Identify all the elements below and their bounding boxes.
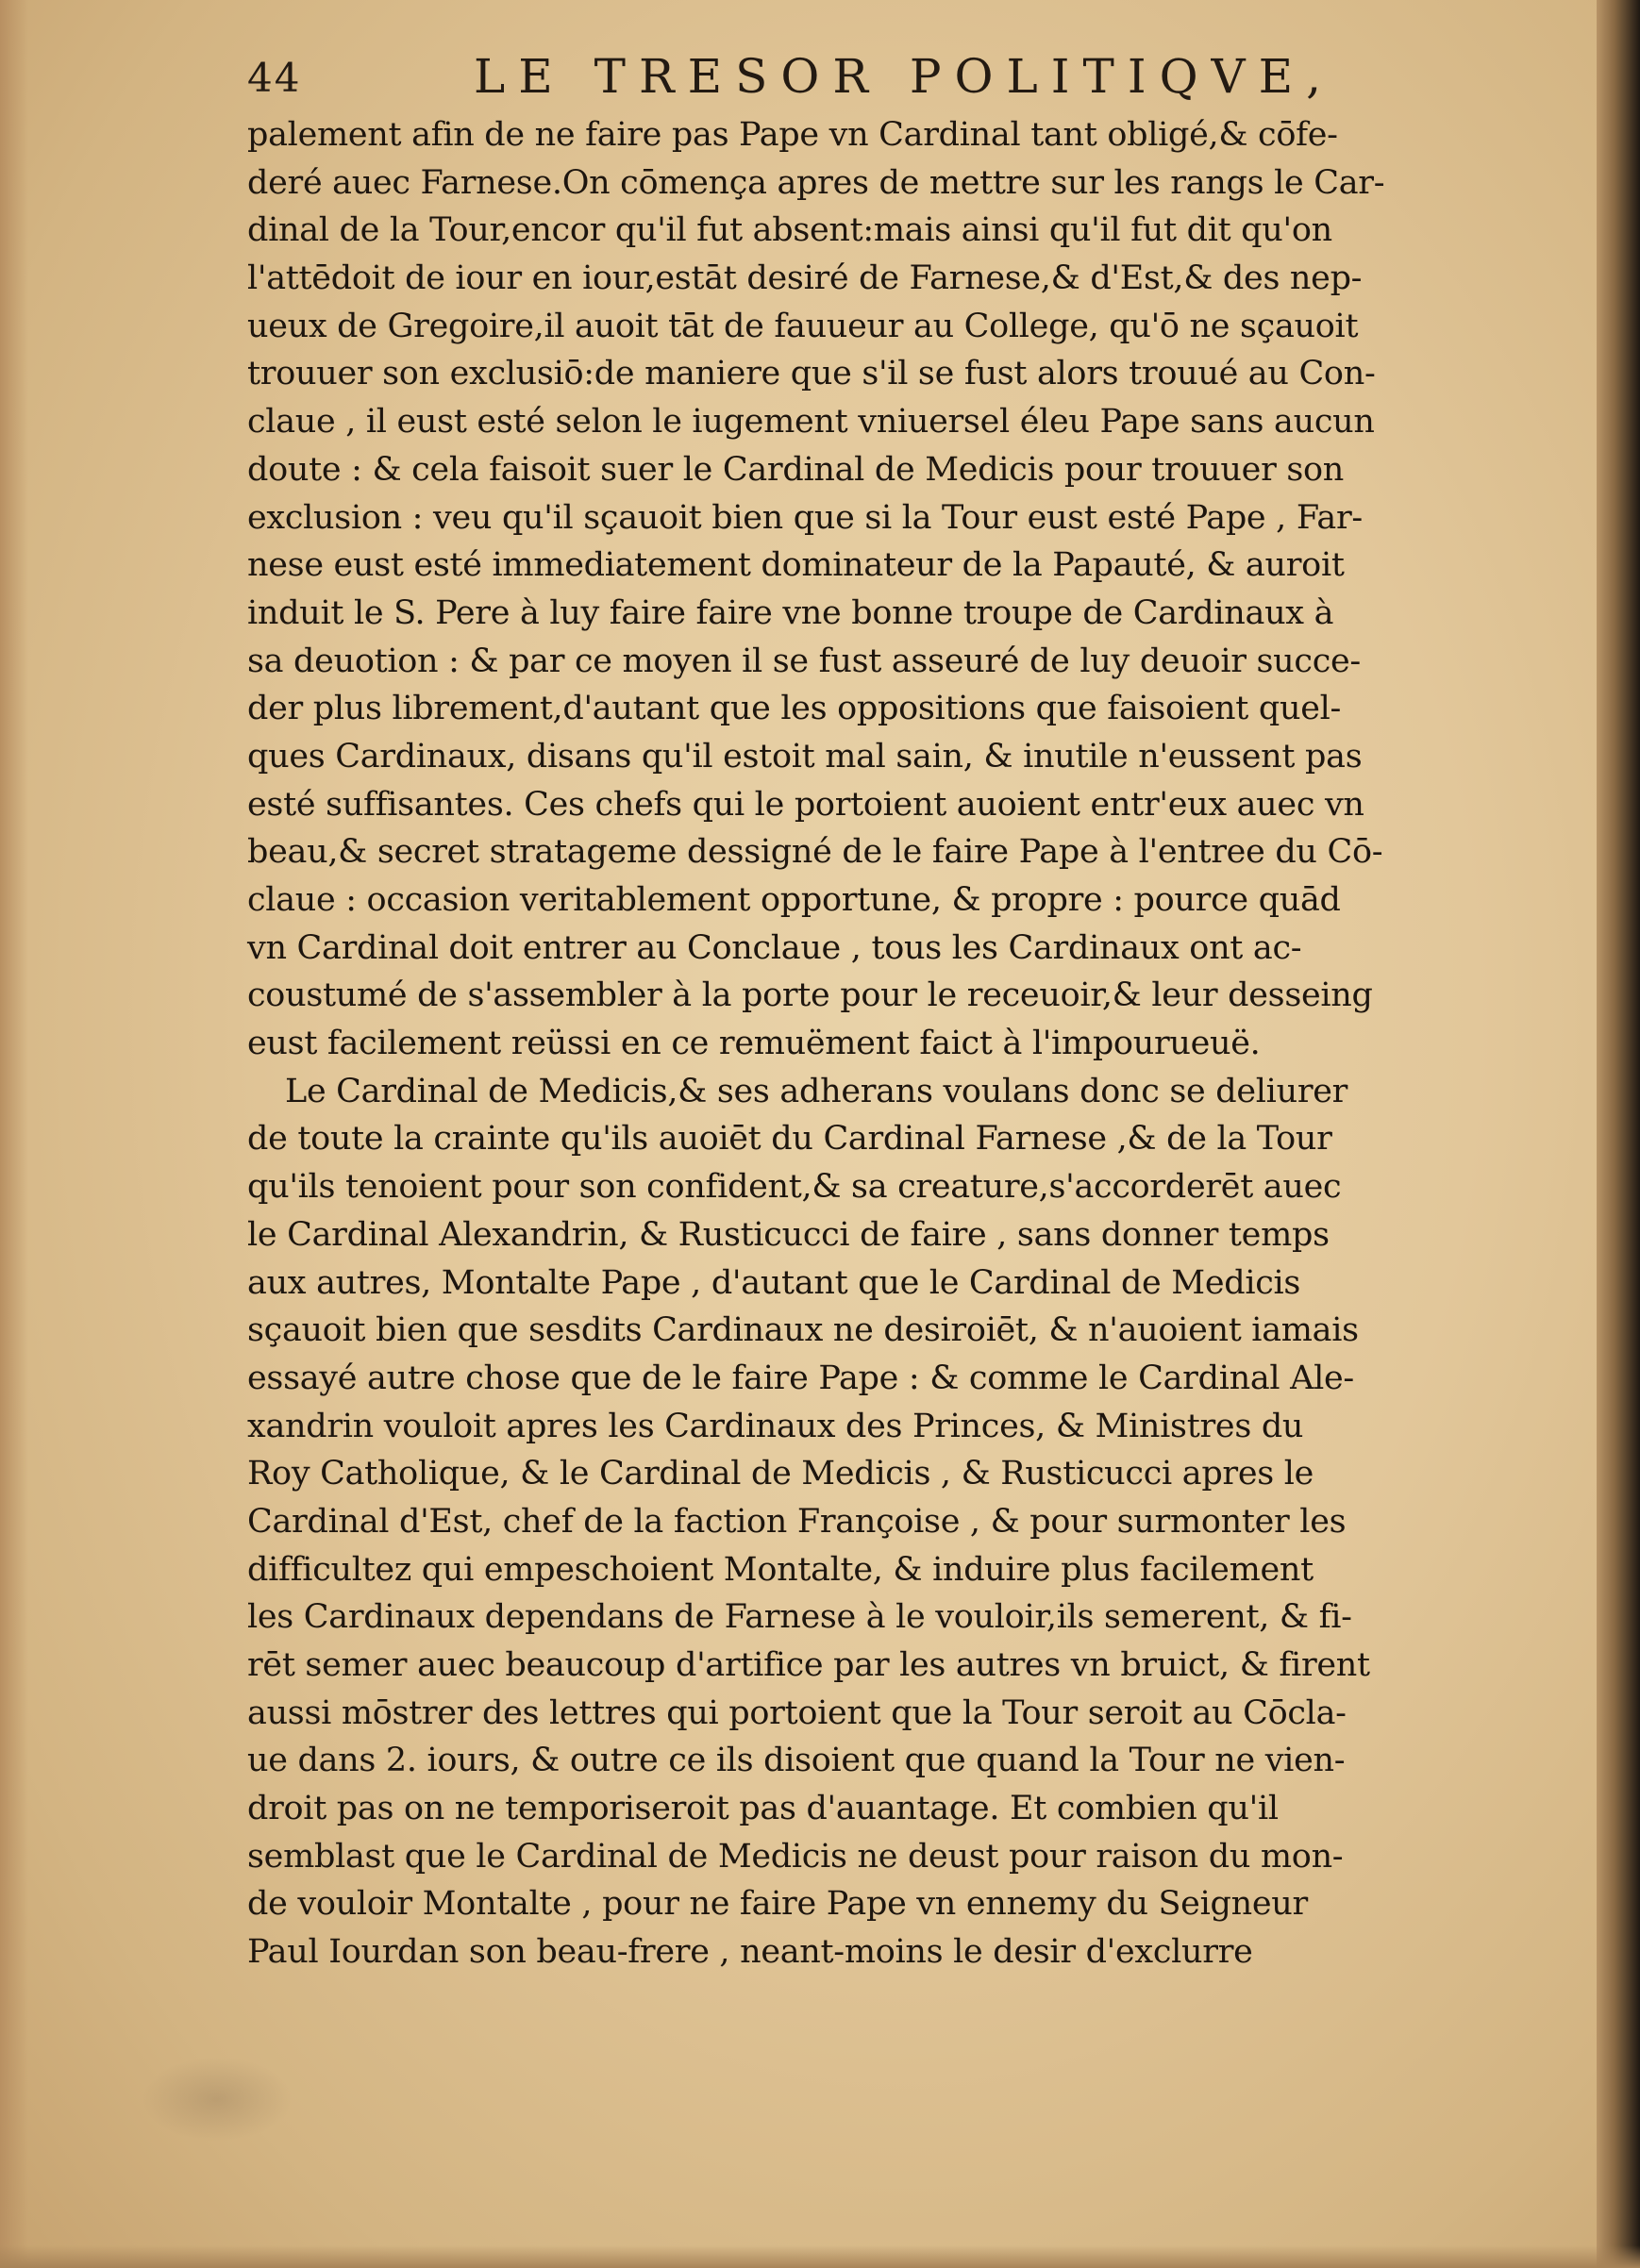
paragraph-start-line: Le Cardinal de Medicis,& ses adherans voulans donc se deliurer — [285, 1072, 1348, 1110]
text-line: de vouloir Montalte , pour ne faire Pape vn ennemy du Seigneur — [247, 1885, 1308, 1924]
text-line: claue , il eust esté selon le iugement vniuersel éleu Pape sans aucun — [247, 403, 1375, 442]
text-line: palement afin de ne faire pas Pape vn Cardinal tant obligé,& cōfe- — [247, 116, 1338, 154]
text-line: Roy Catholique, & le Cardinal de Medicis , & Rusticucci apres le — [247, 1455, 1314, 1493]
text-line: semblast que le Cardinal de Medicis ne deust pour raison du mon- — [247, 1837, 1344, 1876]
text-line: exclusion : veu qu'il sçauoit bien que si la Tour eust esté Pape , Far- — [247, 498, 1363, 537]
text-line: sçauoit bien que sesdits Cardinaux ne desiroiēt, & n'auoient iamais — [247, 1311, 1359, 1350]
text-line: difficultez qui empeschoient Montalte, & induire plus facilement — [247, 1550, 1314, 1589]
text-line: eust facilement reüssi en ce remuëment faict à l'impourueuë. — [247, 1025, 1261, 1063]
text-line: sa deuotion : & par ce moyen il se fust asseuré de luy deuoir succe- — [247, 642, 1361, 680]
page-bottom-edge — [0, 2245, 1640, 2268]
body-text — [247, 111, 1436, 1976]
text-line: trouuer son exclusiō:de maniere que s'il se fust alors trouué au Con- — [247, 355, 1376, 393]
text-line: deré auec Farnese.On cōmença apres de mettre sur les rangs le Car- — [247, 163, 1385, 202]
binding-gutter-shadow — [1597, 0, 1640, 2268]
text-line: aussi mōstrer des lettres qui portoient que la Tour seroit au Cōcla- — [247, 1693, 1347, 1732]
text-line: claue : occasion veritablement opportune, & propre : pource quād — [247, 881, 1341, 919]
text-line: de toute la crainte qu'ils auoiēt du Cardinal Farnese ,& de la Tour — [247, 1120, 1332, 1159]
text-line: esté suffisantes. Ces chefs qui le portoient auoient entr'eux auec vn — [247, 785, 1364, 824]
text-line: vn Cardinal doit entrer au Conclaue , tous les Cardinaux ont ac- — [247, 928, 1302, 967]
text-line: doute : & cela faisoit suer le Cardinal de Medicis pour trouuer son — [247, 450, 1345, 489]
text-line: ue dans 2. iours, & outre ce ils disoient que quand la Tour ne vien- — [247, 1742, 1346, 1780]
page-header — [247, 49, 1370, 115]
text-line: Paul Iourdan son beau-frere , neant-moins le desir d'exclurre — [247, 1933, 1253, 1972]
text-line: qu'ils tenoient pour son confident,& sa creature,s'accorderēt auec — [247, 1168, 1342, 1207]
text-line: aux autres, Montalte Pape , d'autant que le Cardinal de Medicis — [247, 1263, 1301, 1302]
text-line: induit le S. Pere à luy faire faire vne bonne troupe de Cardinaux à — [247, 593, 1334, 632]
text-line: nese eust esté immediatement dominateur de la Papauté, & auroit — [247, 546, 1345, 585]
text-line: rēt semer auec beaucoup d'artifice par les autres vn bruict, & firent — [247, 1646, 1370, 1684]
text-line: der plus librement,d'autant que les oppositions que faisoient quel- — [247, 690, 1342, 728]
paper-stain — [142, 2057, 293, 2142]
text-line: xandrin vouloit apres les Cardinaux des Princes, & Ministres du — [247, 1407, 1304, 1445]
text-line: essayé autre chose que de le faire Pape : & comme le Cardinal Ale- — [247, 1359, 1354, 1397]
text-line: droit pas on ne temporiseroit pas d'auantage. Et combien qu'il — [247, 1790, 1279, 1828]
text-line: dinal de la Tour,encor qu'il fut absent:mais ainsi qu'il fut dit qu'on — [247, 211, 1332, 250]
text-line: le Cardinal Alexandrin, & Rusticucci de faire , sans donner temps — [247, 1215, 1330, 1254]
text-line: l'attēdoit de iour en iour,estāt desiré de Farnese,& d'Est,& des nep- — [247, 259, 1363, 298]
page-left-edge-shadow — [0, 0, 28, 2268]
text-line: les Cardinaux dependans de Farnese à le vouloir,ils semerent, & fi- — [247, 1598, 1352, 1637]
running-title: LE TRESOR POLITIQVE, — [474, 49, 1335, 104]
text-line: Cardinal d'Est, chef de la faction Françoise , & pour surmonter les — [247, 1502, 1347, 1541]
text-line: ques Cardinaux, disans qu'il estoit mal sain, & inutile n'eussent pas — [247, 737, 1363, 775]
page-number: 44 — [247, 55, 302, 101]
text-line: ueux de Gregoire,il auoit tāt de fauueur au College, qu'ō ne sçauoit — [247, 307, 1359, 345]
text-line: beau,& secret stratageme dessigné de le faire Pape à l'entree du Cō- — [247, 833, 1383, 872]
text-line: coustumé de s'assembler à la porte pour le receuoir,& leur desseing — [247, 976, 1373, 1015]
